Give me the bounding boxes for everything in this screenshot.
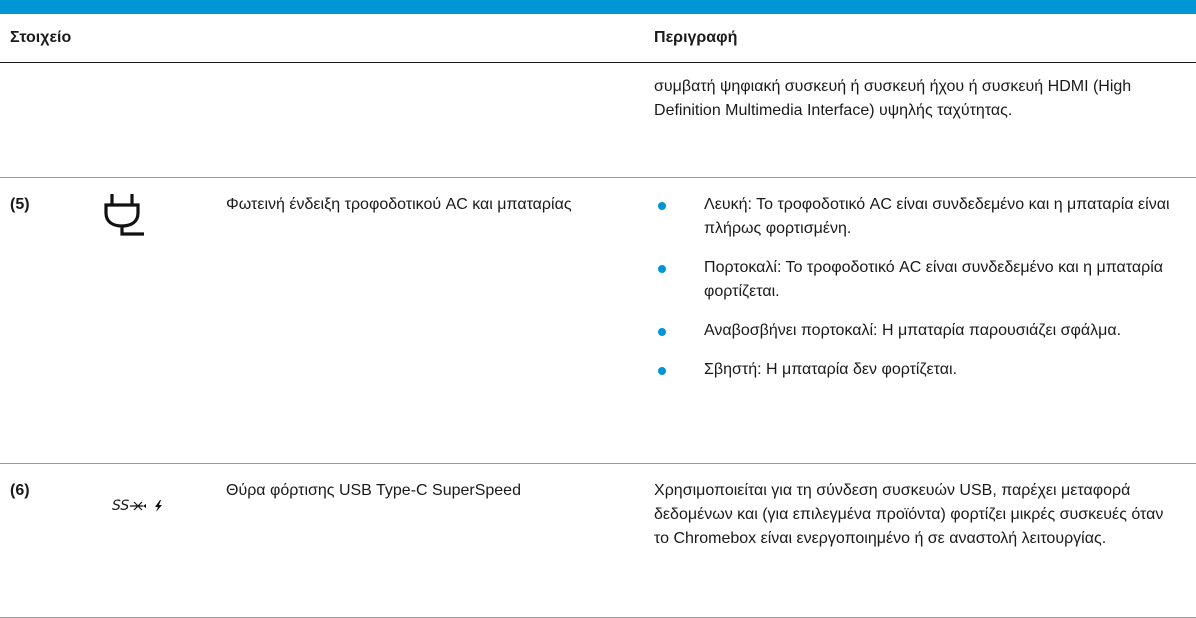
header-description: Περιγραφή	[654, 14, 1196, 63]
table-header-row	[0, 14, 1196, 63]
list-item: Σβηστή: Η μπαταρία δεν φορτίζεται.	[654, 358, 1182, 382]
header-item: Στοιχείο	[0, 14, 654, 63]
power-plug-icon	[102, 192, 146, 238]
bullet-dot	[658, 328, 666, 336]
list-item: Αναβοσβήνει πορτοκαλί: Η μπαταρία παρουσιάζει σφάλμα.	[654, 319, 1182, 343]
table-row	[0, 178, 1196, 464]
bullet-dot	[658, 265, 666, 273]
table-row	[0, 464, 1196, 618]
row-name: Θύρα φόρτισης USB Type-C SuperSpeed	[226, 464, 654, 618]
usb-superspeed-charging-icon: SS	[112, 494, 226, 518]
list-item: Λευκή: Το τροφοδοτικό AC είναι συνδεδεμένο και η μπαταρία είναι πλήρως φορτισμένη.	[654, 193, 1182, 241]
row-description: συμβατή ψηφιακή συσκευή ή συσκευή ήχου ή συσκευή HDMI (High Definition Multimedia Interface) υψηλής ταχύτητας.	[654, 63, 1196, 178]
row-number: (6)	[0, 464, 96, 618]
table-row	[0, 63, 1196, 178]
row-name: Φωτεινή ένδειξη τροφοδοτικού AC και μπαταρίας	[226, 178, 654, 464]
bullet-dot	[658, 367, 666, 375]
row-description: Χρησιμοποιείται για τη σύνδεση συσκευών USB, παρέχει μεταφορά δεδομένων και (για επιλεγμένα προϊόντα) φορτίζει μικρές συσκευές όταν το Chromebox είναι ενεργοποιημένο ή σε αναστολή λειτουργίας.	[654, 464, 1196, 618]
components-table	[0, 14, 1196, 618]
list-item: Πορτοκαλί: Το τροφοδοτικό AC είναι συνδεδεμένο και η μπαταρία φορτίζεται.	[654, 256, 1182, 304]
bullet-dot	[658, 202, 666, 210]
row-number: (5)	[0, 178, 96, 464]
table-top-accent-bar	[0, 0, 1196, 14]
bullet-list	[654, 193, 1182, 382]
